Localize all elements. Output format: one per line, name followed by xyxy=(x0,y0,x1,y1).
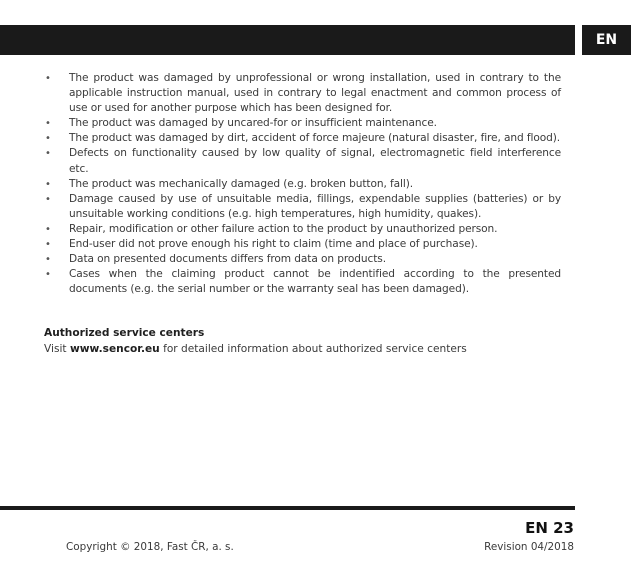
sencor-website-link[interactable]: www.sencor.eu xyxy=(69,343,160,355)
list-item-text: End-user did not prove enough his right to claim (time and place of purchase). xyxy=(69,238,478,251)
list-item xyxy=(44,131,561,146)
list-item xyxy=(44,192,561,222)
list-item xyxy=(44,237,561,252)
exclusion-list xyxy=(44,71,561,297)
bullet-icon: • xyxy=(45,239,51,251)
list-item xyxy=(44,222,561,237)
bullet-icon: • xyxy=(45,73,51,84)
service-text-after: for detailed information about authorized service centers xyxy=(159,343,467,355)
list-item xyxy=(44,252,561,267)
list-item xyxy=(44,71,561,116)
page-number: EN 23 xyxy=(525,519,574,537)
list-item-text: Data on presented documents differs from data on products. xyxy=(69,253,386,266)
header-bar xyxy=(0,25,575,55)
service-centers-text xyxy=(44,343,467,355)
list-item xyxy=(44,146,561,176)
list-item-text: The product was damaged by dirt, accident of force majeure (natural disaster, fire, and flood). xyxy=(69,132,561,145)
bullet-icon: • xyxy=(45,148,51,160)
bullet-icon: • xyxy=(45,223,51,235)
list-item-text: The product was damaged by uncared-for or insufficient maintenance. xyxy=(69,117,437,130)
revision-text: Revision 04/2018 xyxy=(484,541,574,553)
list-item-text: Cases when the claiming product cannot be indentified according to the presented documents (e.g. the serial number or the warranty seal has been damaged). xyxy=(69,268,561,296)
bullet-icon: • xyxy=(45,254,51,266)
footer-rule xyxy=(0,506,575,510)
bullet-icon: • xyxy=(45,118,51,130)
bullet-icon: • xyxy=(45,178,51,190)
list-item-text: The product was mechanically damaged (e.g. broken button, fall). xyxy=(69,177,414,190)
bullet-icon: • xyxy=(45,269,51,281)
list-item-text: Damage caused by use of unsuitable media, fillings, expendable supplies (batteries) or by unsuitable working conditions (e.g. high temperatures, high humidity, quakes). xyxy=(69,192,561,220)
list-item-text: Repair, modification or other failure action to the product by unauthorized person. xyxy=(69,222,498,235)
copyright-text: Copyright © 2018, Fast ČR, a. s. xyxy=(66,541,234,553)
language-tab: EN xyxy=(582,25,631,55)
service-text-before: Visit xyxy=(44,343,70,355)
bullet-icon: • xyxy=(45,193,51,205)
list-item xyxy=(44,267,561,297)
service-centers-heading: Authorized service centers xyxy=(44,327,205,339)
list-item-text: The product was damaged by unprofessional or wrong installation, used in contrary to the applicable instruction manual, used in contrary to legal enactment and common process of use or used for another purpose which has been designed for. xyxy=(69,72,561,115)
list-item-text: Defects on functionality caused by low quality of signal, electromagnetic field interference etc. xyxy=(69,147,561,175)
list-item xyxy=(44,116,561,131)
bullet-icon: • xyxy=(45,133,51,145)
list-item xyxy=(44,177,561,192)
